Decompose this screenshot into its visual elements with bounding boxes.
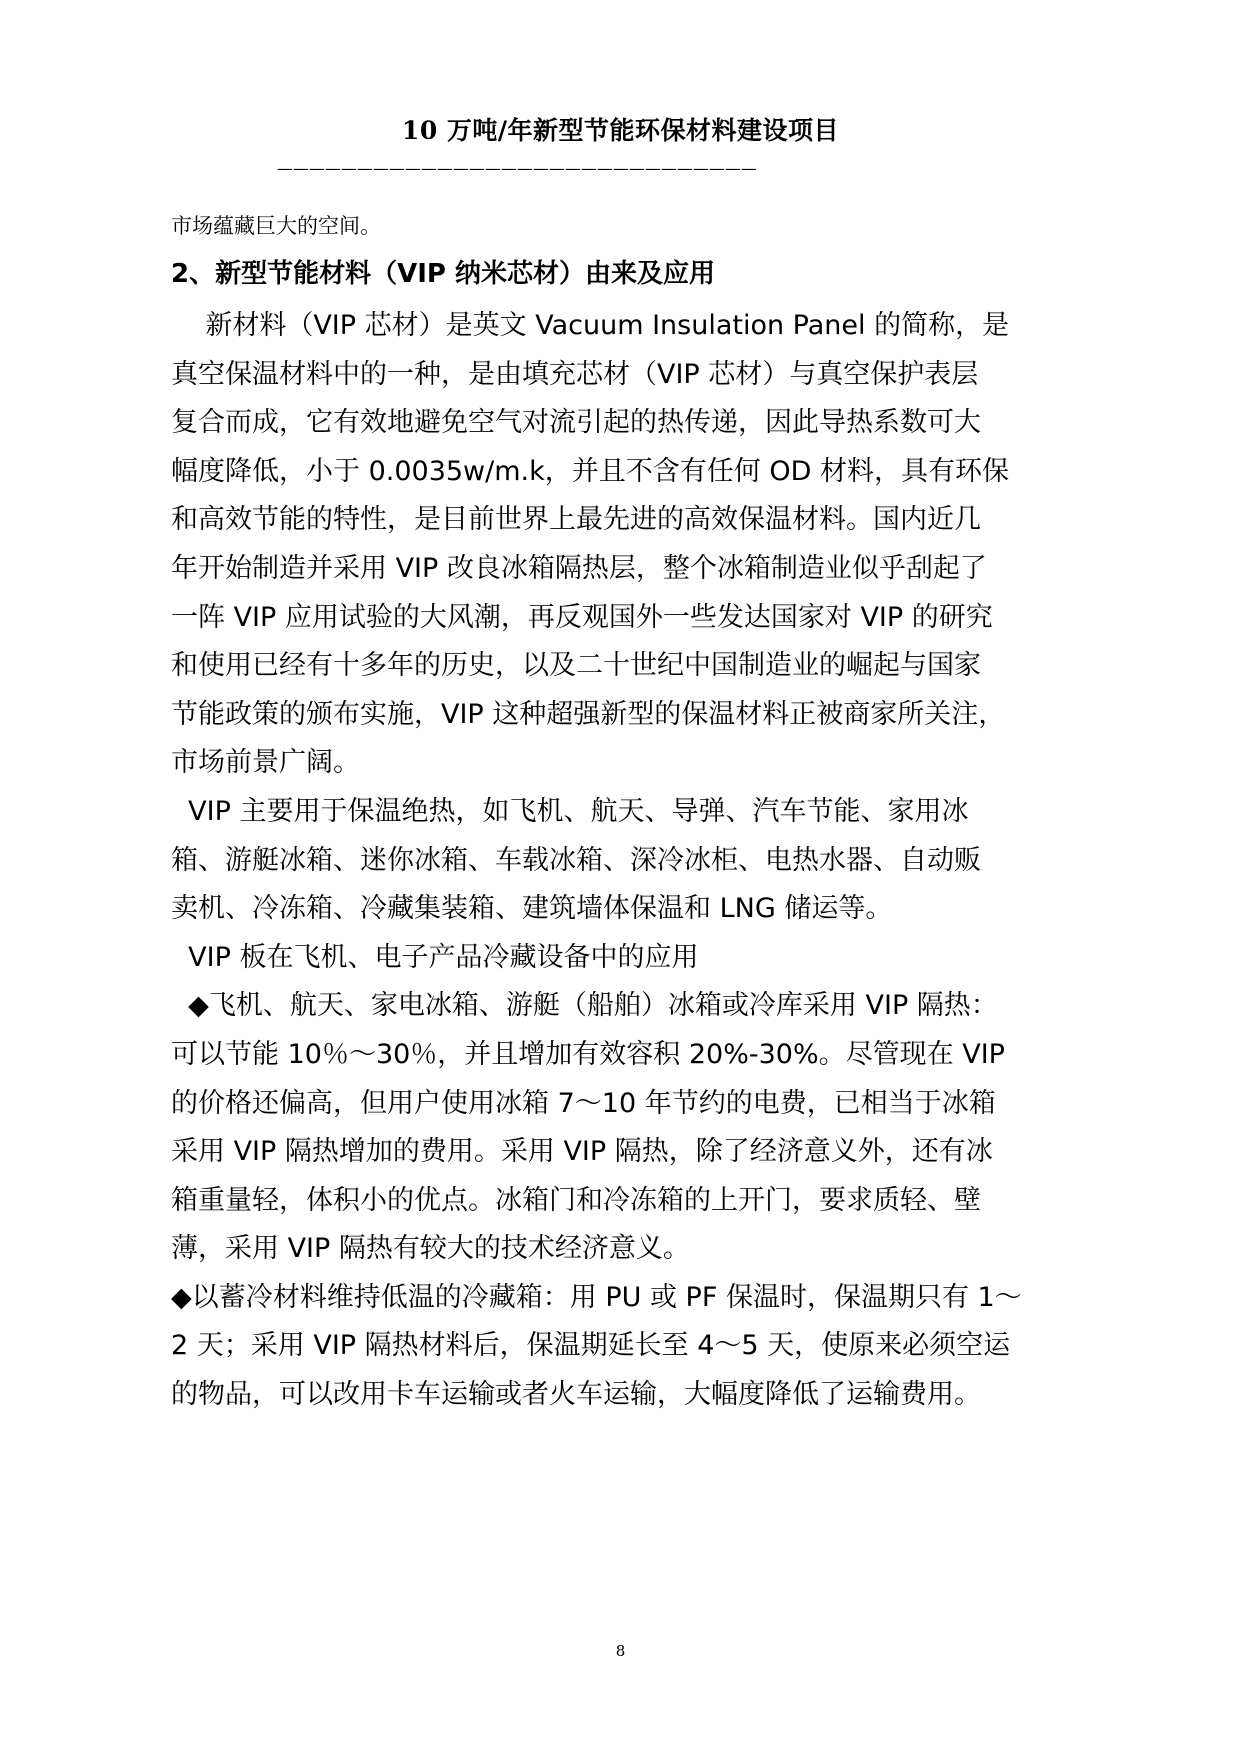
text-line: 新材料（VIP 芯材）是英文 Vacuum Insulation Panel 的简称，是 <box>171 310 1010 341</box>
text-line: 可以节能 10％～30％，并且增加有效容积 20%-30%。尽管现在 VIP <box>171 1038 1005 1070</box>
header-divider: —————————————————————————————— <box>277 159 757 178</box>
text-line: 市场蕴藏巨大的空间。 <box>171 214 381 238</box>
text-line: 箱、游艇冰箱、迷你冰箱、车载冰箱、深冷冰柜、电热水器、自动贩 <box>171 844 981 876</box>
text-line: VIP 板在飞机、电子产品冷藏设备中的应用 <box>171 941 699 973</box>
text-line: 市场前景广阔。 <box>171 747 360 779</box>
text-line: VIP 主要用于保温绝热，如飞机、航天、导弹、汽车节能、家用冰 <box>171 795 969 827</box>
text-line: 一阵 VIP 应用试验的大风潮，再反观国外一些发达国家对 VIP 的研究 <box>171 601 993 633</box>
text-line: ◆飞机、航天、家电冰箱、游艇（船舶）冰箱或冷库采用 VIP 隔热： <box>171 990 998 1022</box>
section-heading: 2、新型节能材料（VIP 纳米芯材）由来及应用 <box>171 259 715 289</box>
document-body <box>171 206 1071 1420</box>
text-line: 采用 VIP 隔热增加的费用。采用 VIP 隔热，除了经济意义外，还有冰 <box>171 1136 993 1168</box>
text-line: 复合而成，它有效地避免空气对流引起的热传递，因此导热系数可大 <box>171 407 981 439</box>
text-line: 薄，采用 VIP 隔热有较大的技术经济意义。 <box>171 1233 690 1265</box>
text-line: 的价格还偏高，但用户使用冰箱 7～10 年节约的电费，已相当于冰箱 <box>171 1087 996 1119</box>
text-line: ◆以蓄冷材料维持低温的冷藏箱：用 PU 或 PF 保温时，保温期只有 1～ <box>171 1281 1022 1313</box>
text-line: 真空保温材料中的一种，是由填充芯材（VIP 芯材）与真空保护表层 <box>171 358 979 390</box>
text-line: 年开始制造并采用 VIP 改良冰箱隔热层，整个冰箱制造业似乎刮起了 <box>171 552 987 584</box>
text-line: 节能政策的颁布实施，VIP 这种超强新型的保温材料正被商家所关注， <box>171 698 1006 730</box>
page-number: 8 <box>615 1642 626 1660</box>
text-line: 2 天；采用 VIP 隔热材料后，保温期延长至 4～5 天，使原来必须空运 <box>171 1330 1011 1362</box>
text-line: 和高效节能的特性，是目前世界上最先进的高效保温材料。国内近几 <box>171 504 981 536</box>
text-line: 和使用已经有十多年的历史，以及二十世纪中国制造业的崛起与国家 <box>171 650 981 682</box>
text-line: 卖机、冷冻箱、冷藏集装箱、建筑墙体保温和 LNG 储运等。 <box>171 893 893 925</box>
text-line: 箱重量轻，体积小的优点。冰箱门和冷冻箱的上开门，要求质轻、壁 <box>171 1184 981 1216</box>
text-line: 的物品，可以改用卡车运输或者火车运输，大幅度降低了运输费用。 <box>171 1379 981 1411</box>
text-line: 幅度降低，小于 0.0035w/m.k，并且不含有任何 OD 材料，具有环保 <box>171 455 1009 487</box>
page-header-title: 10 万吨/年新型节能环保材料建设项目 <box>401 116 840 145</box>
